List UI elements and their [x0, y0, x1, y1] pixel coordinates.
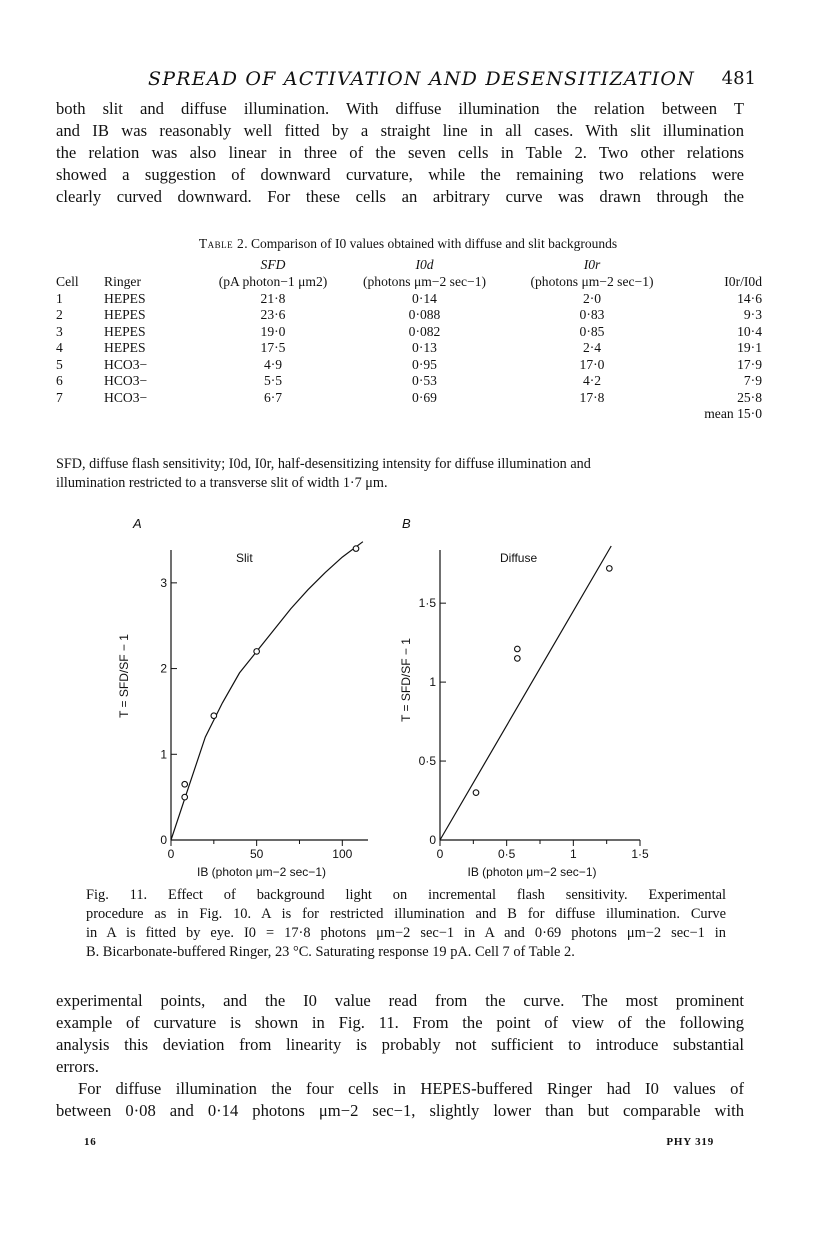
fit-line	[440, 546, 611, 840]
header-ringer: Ringer	[104, 274, 141, 290]
page-footer	[84, 1136, 714, 1152]
caption-line: Fig. 11. Effect of background light on incremental flash sensitivity. Experimental	[86, 887, 726, 903]
x-tick-label: 0	[167, 847, 175, 861]
data-point	[473, 790, 479, 796]
y-axis-label: T = SFD/SF − 1	[399, 638, 413, 722]
text-line: and IB was reasonably well fitted by a straight line in all cases. With slit illumination	[56, 121, 744, 140]
text-line: For diffuse illumination the four cells in HEPES-buffered Ringer had I0 values of	[78, 1079, 744, 1098]
text-line: example of curvature is shown in Fig. 11. From the point of view of the following	[56, 1013, 744, 1032]
x-tick-label: 0·5	[497, 847, 516, 861]
data-point	[515, 646, 521, 652]
y-tick-label: 1	[429, 675, 436, 690]
running-title: SPREAD OF ACTIVATION AND DESENSITIZATION	[148, 68, 695, 90]
panel-letter: B	[402, 516, 411, 531]
caption-line: in A is fitted by eye. I0 = 17·8 photons μm−2 sec−1 in A and 0·69 photons μm−2 sec−1 in	[86, 925, 726, 941]
text-line: both slit and diffuse illumination. With diffuse illumination the relation between T	[56, 99, 744, 118]
caption-line: B. Bicarbonate-buffered Ringer, 23 °C. Saturating response 19 pA. Cell 7 of Table 2.	[86, 944, 575, 960]
text-line: clearly curved downward. For these cells an arbitrary curve was drawn through the	[56, 187, 744, 206]
header-sensitivity: (pA photon−1 μm2)	[218, 274, 328, 290]
text-line: errors.	[56, 1057, 99, 1076]
footnote-line: SFD, diffuse flash sensitivity; I0d, I0r, half-desensitizing intensity for diffuse illumination and	[56, 456, 591, 472]
y-tick-label: 0·5	[418, 754, 436, 769]
text-line: analysis this deviation from linearity is probably not sufficient to introduce substantial	[56, 1035, 744, 1054]
header-ratio: I0r/I0d	[724, 274, 762, 290]
text-line: the relation was also linear in three of the seven cells in Table 2. Two other relations	[56, 143, 744, 162]
data-point	[607, 566, 613, 572]
data-point	[254, 649, 260, 655]
table-label: Table 2	[198, 236, 245, 251]
table-row: 6 HCO3− 5·5 0·53 4·2 7·9	[56, 373, 762, 389]
table-row: 1 HEPES 21·8 0·14 2·0 14·6	[56, 290, 762, 306]
y-tick-label: 0	[429, 833, 436, 847]
y-tick-label: 0	[160, 833, 167, 847]
text-line: between 0·08 and 0·14 photons μm−2 sec−1, slightly lower than but comparable with	[56, 1101, 744, 1120]
symbol-s: SFD	[260, 257, 286, 272]
data-point	[182, 781, 188, 787]
x-tick-label: 1·5	[631, 847, 649, 861]
header-cell: Cell	[56, 274, 79, 290]
table-mean: mean 15·0	[704, 406, 762, 422]
symbol-i0r: I0r	[583, 257, 601, 272]
text-line: experimental points, and the I0 value read from the curve. The most prominent	[56, 991, 744, 1010]
data-point	[515, 656, 521, 662]
table-caption-text: . Comparison of I0 values obtained with diffuse and slit backgrounds	[244, 236, 618, 251]
table-row: 3 HEPES 19·0 0·082 0·85 10·4	[56, 323, 762, 339]
panel-b	[399, 516, 649, 879]
x-tick-label: 100	[332, 847, 353, 861]
y-axis-label: T = SFD/SF − 1	[117, 634, 131, 718]
table-row: 5 HCO3− 4·9 0·95 17·0 17·9	[56, 356, 762, 372]
header-i0-diffuse: (photons μm−2 sec−1)	[362, 274, 487, 290]
y-tick-label: 1	[160, 747, 167, 762]
panel-a	[117, 516, 368, 879]
y-tick-label: 3	[160, 575, 167, 590]
footnote-line: illumination restricted to a transverse slit of width 1·7 μm.	[56, 475, 388, 491]
fit-curve	[171, 542, 363, 840]
caption-line: procedure as in Fig. 10. A is for restricted illumination and B for diffuse illumination. Curve	[86, 906, 726, 922]
body-paragraph-bottom	[56, 990, 744, 1122]
x-tick-label: 0	[436, 847, 444, 861]
table-row: 4 HEPES 17·5 0·13 2·4 19·1	[56, 340, 762, 356]
symbol-i0d: I0d	[415, 257, 434, 272]
x-tick-label: 50	[249, 847, 264, 861]
panel-title: Diffuse	[500, 551, 538, 565]
panel-letter: A	[133, 516, 142, 531]
header-i0-slit: (photons μm−2 sec−1)	[530, 274, 654, 290]
x-tick-label: 1	[569, 847, 577, 861]
data-point	[182, 794, 188, 800]
y-tick-label: 2	[160, 661, 167, 676]
footer-journal: PHY 319	[666, 1136, 714, 1148]
x-axis-label: IB (photon μm−2 sec−1)	[197, 865, 326, 879]
table-row: 2 HEPES 23·6 0·088 0·83 9·3	[56, 307, 762, 323]
panel-title: Slit	[236, 551, 253, 565]
figure-caption	[86, 886, 726, 962]
table-row: 7 HCO3− 6·7 0·69 17·8 25·8	[56, 389, 762, 405]
page-number: 481	[721, 68, 756, 89]
text-line: showed a suggestion of downward curvature, while the remaining two relations were	[56, 165, 744, 184]
footer-signature: 16	[84, 1136, 97, 1148]
x-axis-label: IB (photon μm−2 sec−1)	[467, 865, 597, 879]
data-point	[211, 713, 217, 719]
data-point	[353, 546, 359, 552]
y-tick-label: 1·5	[418, 596, 436, 611]
